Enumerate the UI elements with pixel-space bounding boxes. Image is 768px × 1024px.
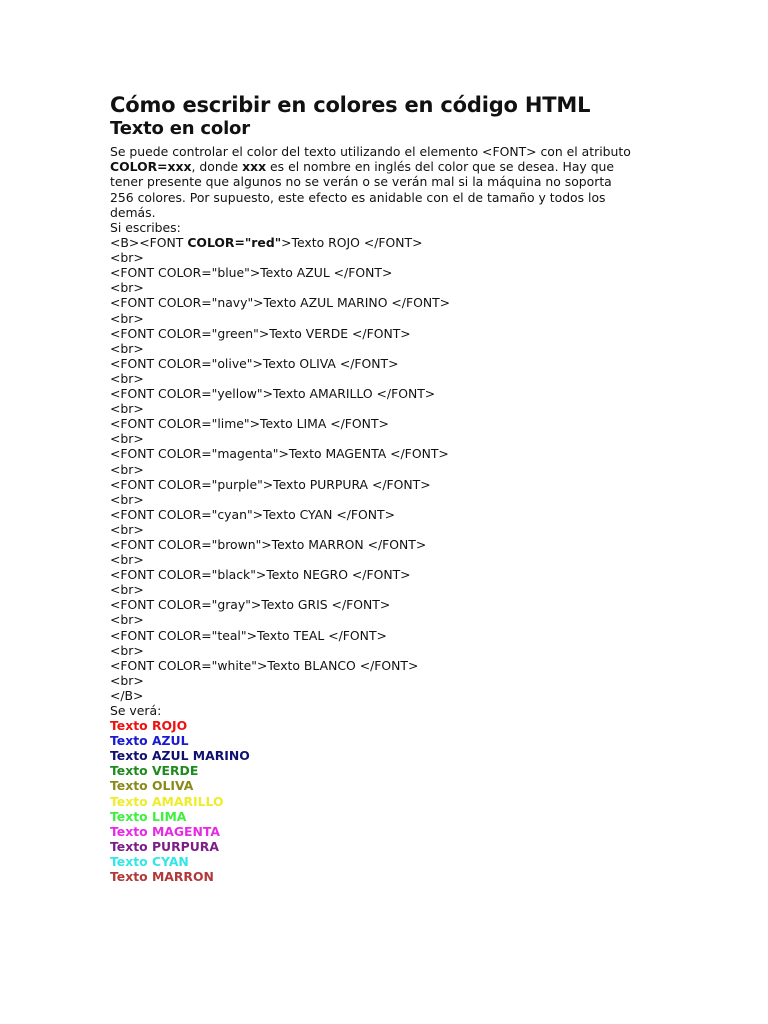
code-br: <br>: [110, 672, 144, 688]
code-br: <br>: [110, 250, 144, 266]
code-line: <FONT COLOR="olive">Texto OLIVA </FONT>: [110, 355, 399, 371]
code-br: <br>: [110, 310, 144, 326]
code-line: <FONT COLOR="black">Texto NEGRO </FONT>: [110, 567, 411, 583]
colored-text-sample: Texto LIMA: [110, 808, 187, 824]
paragraph-text: es el nombre en inglés del color que se desea. Hay que: [266, 159, 615, 175]
code-br: <br>: [110, 582, 144, 598]
rendered-result: [110, 703, 670, 884]
code-line: <FONT COLOR="brown">Texto MARRON </FONT>: [110, 536, 427, 552]
code-line: <FONT COLOR="white">Texto BLANCO </FONT>: [110, 657, 419, 673]
code-example: [110, 220, 670, 703]
code-br: <br>: [110, 612, 144, 628]
paragraph-text: , donde: [191, 159, 243, 175]
paragraph-line: [110, 159, 670, 174]
code-br: <br>: [110, 491, 144, 507]
code-line: <FONT COLOR="teal">Texto TEAL </FONT>: [110, 627, 387, 643]
code-line: <FONT COLOR="cyan">Texto CYAN </FONT>: [110, 506, 395, 522]
placeholder-name: xxx: [242, 159, 267, 175]
colored-text-sample: Texto MAGENTA: [110, 823, 220, 839]
intro-paragraph: [110, 144, 670, 220]
paragraph-line: Se puede controlar el color del texto utilizando el elemento <FONT> con el atributo: [110, 144, 631, 159]
attribute-name: COLOR=xxx: [110, 159, 192, 175]
code-br: <br>: [110, 340, 144, 356]
code-br: <br>: [110, 280, 144, 296]
result-intro: Se verá:: [110, 703, 162, 719]
code-line: <FONT COLOR="yellow">Texto AMARILLO </FONT>: [110, 386, 436, 402]
document-page: [110, 92, 670, 884]
code-br: <br>: [110, 552, 144, 568]
code-close: </B>: [110, 687, 144, 703]
code-line: <FONT COLOR="green">Texto VERDE </FONT>: [110, 325, 411, 341]
colored-text-sample: Texto AZUL: [110, 733, 189, 749]
code-line: <FONT COLOR="lime">Texto LIMA </FONT>: [110, 416, 389, 432]
code-br: <br>: [110, 521, 144, 537]
code-br: <br>: [110, 642, 144, 658]
code-br: <br>: [110, 431, 144, 447]
code-line: <FONT COLOR="blue">Texto AZUL </FONT>: [110, 265, 393, 281]
section-title: Texto en color: [110, 118, 250, 139]
code-line: <FONT COLOR="gray">Texto GRIS </FONT>: [110, 597, 391, 613]
code-br: <br>: [110, 461, 144, 477]
colored-text-sample: Texto OLIVA: [110, 778, 194, 794]
colored-text-sample: Texto AMARILLO: [110, 793, 224, 809]
paragraph-line: demás.: [110, 204, 156, 220]
code-line: <FONT COLOR="navy">Texto AZUL MARINO </FONT>: [110, 295, 451, 311]
colored-text-sample: Texto VERDE: [110, 763, 199, 779]
code-intro: Si escribes:: [110, 220, 181, 236]
code-text: >Texto ROJO </FONT>: [281, 235, 423, 251]
code-attribute: COLOR="red": [187, 235, 282, 251]
code-line: <FONT COLOR="purple">Texto PURPURA </FONT>: [110, 476, 431, 492]
code-line: <FONT COLOR="magenta">Texto MAGENTA </FONT>: [110, 446, 449, 462]
colored-text-sample: Texto MARRON: [110, 869, 214, 885]
paragraph-line: 256 colores. Por supuesto, este efecto es anidable con el de tamaño y todos los: [110, 189, 606, 205]
page-title: Cómo escribir en colores en código HTML: [110, 93, 591, 117]
code-br: <br>: [110, 370, 144, 386]
code-line: [110, 235, 670, 250]
code-br: <br>: [110, 401, 144, 417]
colored-text-sample: Texto PURPURA: [110, 838, 219, 854]
paragraph-line: tener presente que algunos no se verán o se verán mal si la máquina no soporta: [110, 174, 612, 190]
code-text: <B><FONT: [110, 235, 188, 251]
colored-text-sample: Texto CYAN: [110, 853, 189, 869]
colored-text-sample: Texto AZUL MARINO: [110, 748, 250, 764]
colored-text-sample: Texto ROJO: [110, 718, 188, 734]
